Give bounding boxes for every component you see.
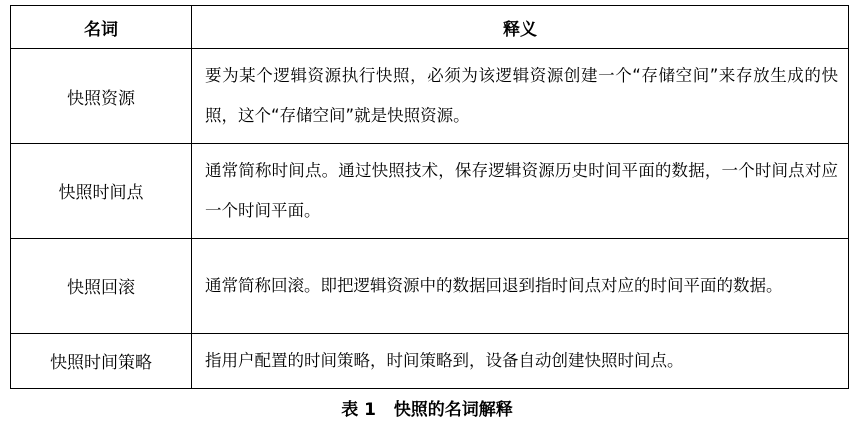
- table-caption: 表 1 快照的名词解释: [341, 400, 513, 420]
- definition-cell: 通常简称回滚。即把逻辑资源中的数据回退到指时间点对应的时间平面的数据。: [192, 238, 849, 333]
- term-cell: 快照资源: [11, 49, 192, 144]
- header-definition: 释义: [192, 6, 849, 49]
- definition-cell: 要为某个逻辑资源执行快照，必须为该逻辑资源创建一个“存储空间”来存放生成的快照，这个“存储空间”就是快照资源。: [192, 49, 849, 144]
- table-header-row: [11, 6, 849, 49]
- term-cell: 快照时间策略: [11, 333, 192, 388]
- definition-cell: 指用户配置的时间策略，时间策略到，设备自动创建快照时间点。: [192, 333, 849, 388]
- table-row: [11, 144, 849, 238]
- table-row: [11, 333, 849, 388]
- table-row: [11, 49, 849, 144]
- glossary-table: [10, 5, 849, 389]
- term-cell: 快照时间点: [11, 144, 192, 238]
- term-cell: 快照回滚: [11, 238, 192, 333]
- table-row: [11, 238, 849, 333]
- header-term: 名词: [11, 6, 192, 49]
- definition-cell: 通常简称时间点。通过快照技术，保存逻辑资源历史时间平面的数据，一个时间点对应一个时间平面。: [192, 144, 849, 238]
